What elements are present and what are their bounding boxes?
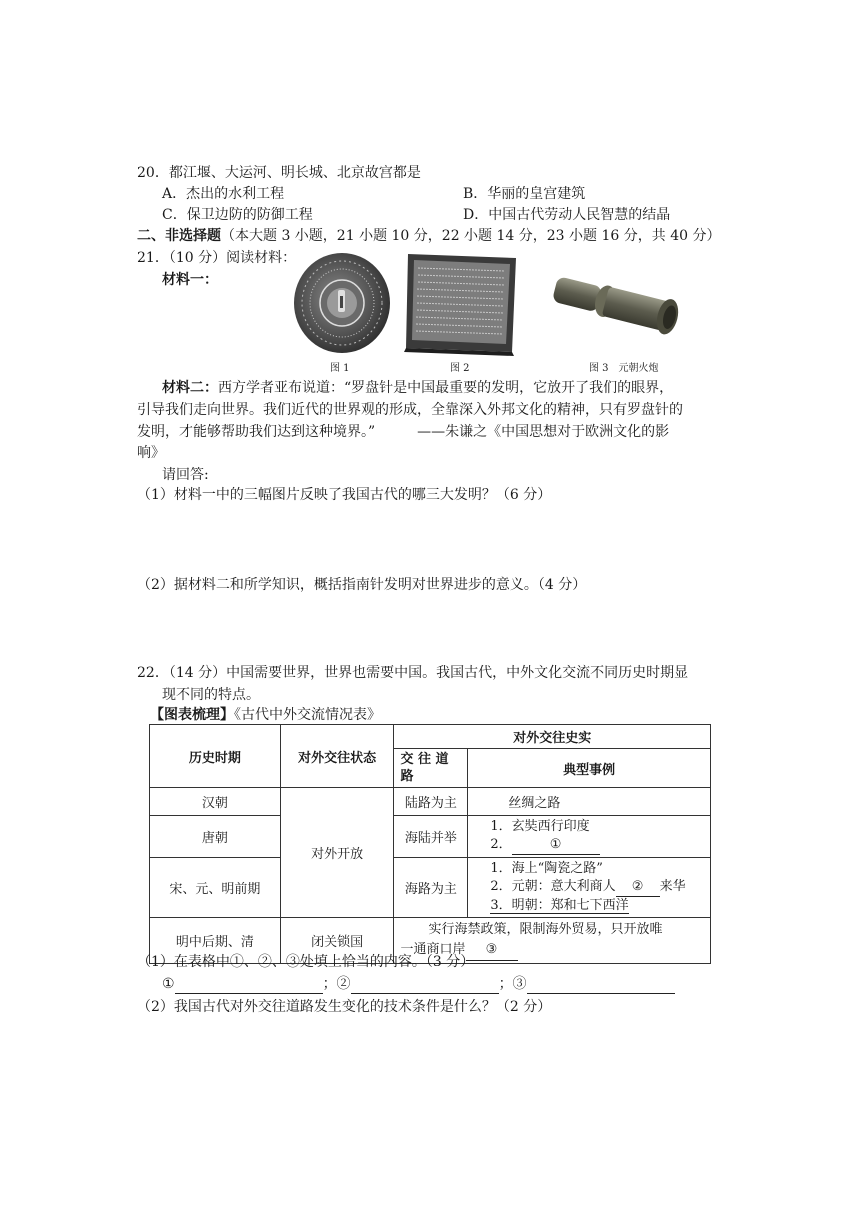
event-mq-2-text: 一通商口岸 [400, 942, 466, 957]
q21-material1-label: 材料一： [162, 272, 218, 288]
fig3-caption: 图 3 元朝火炮 [589, 363, 659, 374]
route-song-yuan-ming: 海路为主 [394, 858, 468, 918]
q21-stem: 21．（10 分）阅读材料： [137, 250, 297, 266]
event-sym-2 [490, 878, 704, 897]
state-closed: 闭关锁国 [280, 918, 394, 964]
q20-stem: 20．都江堰、大运河、明长城、北京故宫都是 [137, 165, 421, 181]
q22-sub2: （2）我国古代对外交往道路发生变化的技术条件是什么？（2 分） [137, 999, 552, 1015]
event-tang-2-label: 2． [490, 837, 512, 852]
q22-table-title: 《古代中外交流情况表》 [234, 707, 381, 723]
event-tang-2 [490, 836, 704, 855]
section2-label: 二、非选择题 [137, 228, 221, 244]
event-mq-1: 实行海禁政策，限制海外贸易，只开放唯 [428, 922, 663, 937]
event-han: 丝绸之路 [468, 788, 711, 816]
event-tang-1: 1．玄奘西行印度 [490, 819, 590, 834]
q22-line1: 22．（14 分）中国需要世界，世界也需要中国。我国古代，中外文化交流不同历史时期显 [137, 665, 689, 681]
cannon-figure [546, 270, 694, 348]
fill-label-3: ；③ [498, 976, 527, 992]
q20-option-a: A．杰出的水利工程 [162, 186, 285, 202]
q20-option-c: C．保卫边防的防御工程 [162, 207, 313, 223]
fig1-caption: 图 1 [330, 363, 350, 374]
route-han: 陆路为主 [394, 788, 468, 816]
q21-material2-line2: 引导我们走向世界。我们近代的世界观的形成，全靠深入外邦文化的精神，只有罗盘针的 [137, 402, 683, 418]
q21-sub2: （2）据材料二和所学知识，概括指南针发明对世界进步的意义。（4 分） [137, 577, 587, 593]
section2-heading [137, 226, 720, 246]
header-period: 历史时期 [150, 725, 281, 788]
compass-figure [292, 250, 392, 356]
q21-material2-label: 材料二： [162, 380, 218, 396]
printing-figure [404, 252, 518, 356]
fig2-caption: 图 2 [450, 363, 470, 374]
q21-material2-line1 [162, 378, 673, 398]
q21-sub1: （1）材料一中的三幅图片反映了我国古代的哪三大发明？（6 分） [137, 487, 552, 503]
fill-blank-1[interactable] [175, 978, 323, 994]
q22-table-heading [150, 705, 381, 725]
period-ming-qing: 明中后期、清 [150, 918, 281, 964]
period-han: 汉朝 [150, 788, 281, 816]
q22-line2: 现不同的特点。 [162, 687, 260, 703]
state-open: 对外开放 [280, 788, 394, 918]
section2-detail: （本大题 3 小题，21 小题 10 分，22 小题 14 分，23 小题 16 分，共 40 分） [221, 228, 721, 244]
q22-sub1: （1）在表格中①、②、③处填上恰当的内容。（3 分） [137, 954, 475, 970]
q20-option-b: B．华丽的皇宫建筑 [463, 186, 586, 202]
fill-blank-2[interactable] [351, 978, 499, 994]
event-sym-2b: 来华 [659, 879, 686, 894]
route-tang: 海陆并举 [394, 816, 468, 858]
events-song-yuan-ming [468, 858, 711, 918]
event-sym-1: 1．海上“陶瓷之路” [490, 861, 603, 876]
header-events: 典型事例 [468, 749, 711, 788]
period-song-yuan-ming: 宋、元、明前期 [150, 858, 281, 918]
event-sym-3 [490, 897, 704, 915]
fill-label-2: ；② [322, 976, 351, 992]
q21-material2-text1: 西方学者亚布说道：“罗盘针是中国最重要的发明，它放开了我们的眼界， [218, 380, 674, 396]
q22-tag: 【图表梳理】 [150, 707, 234, 723]
header-route: 交 往 道 路 [394, 749, 468, 788]
blank-1: ① [512, 836, 600, 855]
blank-3: ③ [466, 940, 518, 961]
header-state: 对外交往状态 [280, 725, 394, 788]
header-facts: 对外交往史实 [394, 725, 711, 749]
q21-material2-line3: 发明，才能够帮助我们达到这种境界。” ——朱谦之《中国思想对于欧洲文化的影 [137, 424, 670, 440]
period-tang: 唐朝 [150, 816, 281, 858]
blank-2: ② [616, 878, 660, 897]
fill-label-1: ① [162, 976, 175, 992]
events-tang [468, 816, 711, 858]
q21-ask: 请回答: [162, 467, 209, 483]
exchange-table [149, 724, 711, 964]
q22-fill-line [162, 974, 675, 994]
q20-option-d: D．中国古代劳动人民智慧的结晶 [463, 207, 671, 223]
q21-material2-line4: 响》 [137, 445, 165, 461]
event-sym-2a: 2．元朝：意大利商人 [490, 879, 616, 894]
fill-blank-3[interactable] [527, 978, 675, 994]
event-sym-3-text: 3．明朝：郑和七下西洋 [490, 898, 629, 913]
